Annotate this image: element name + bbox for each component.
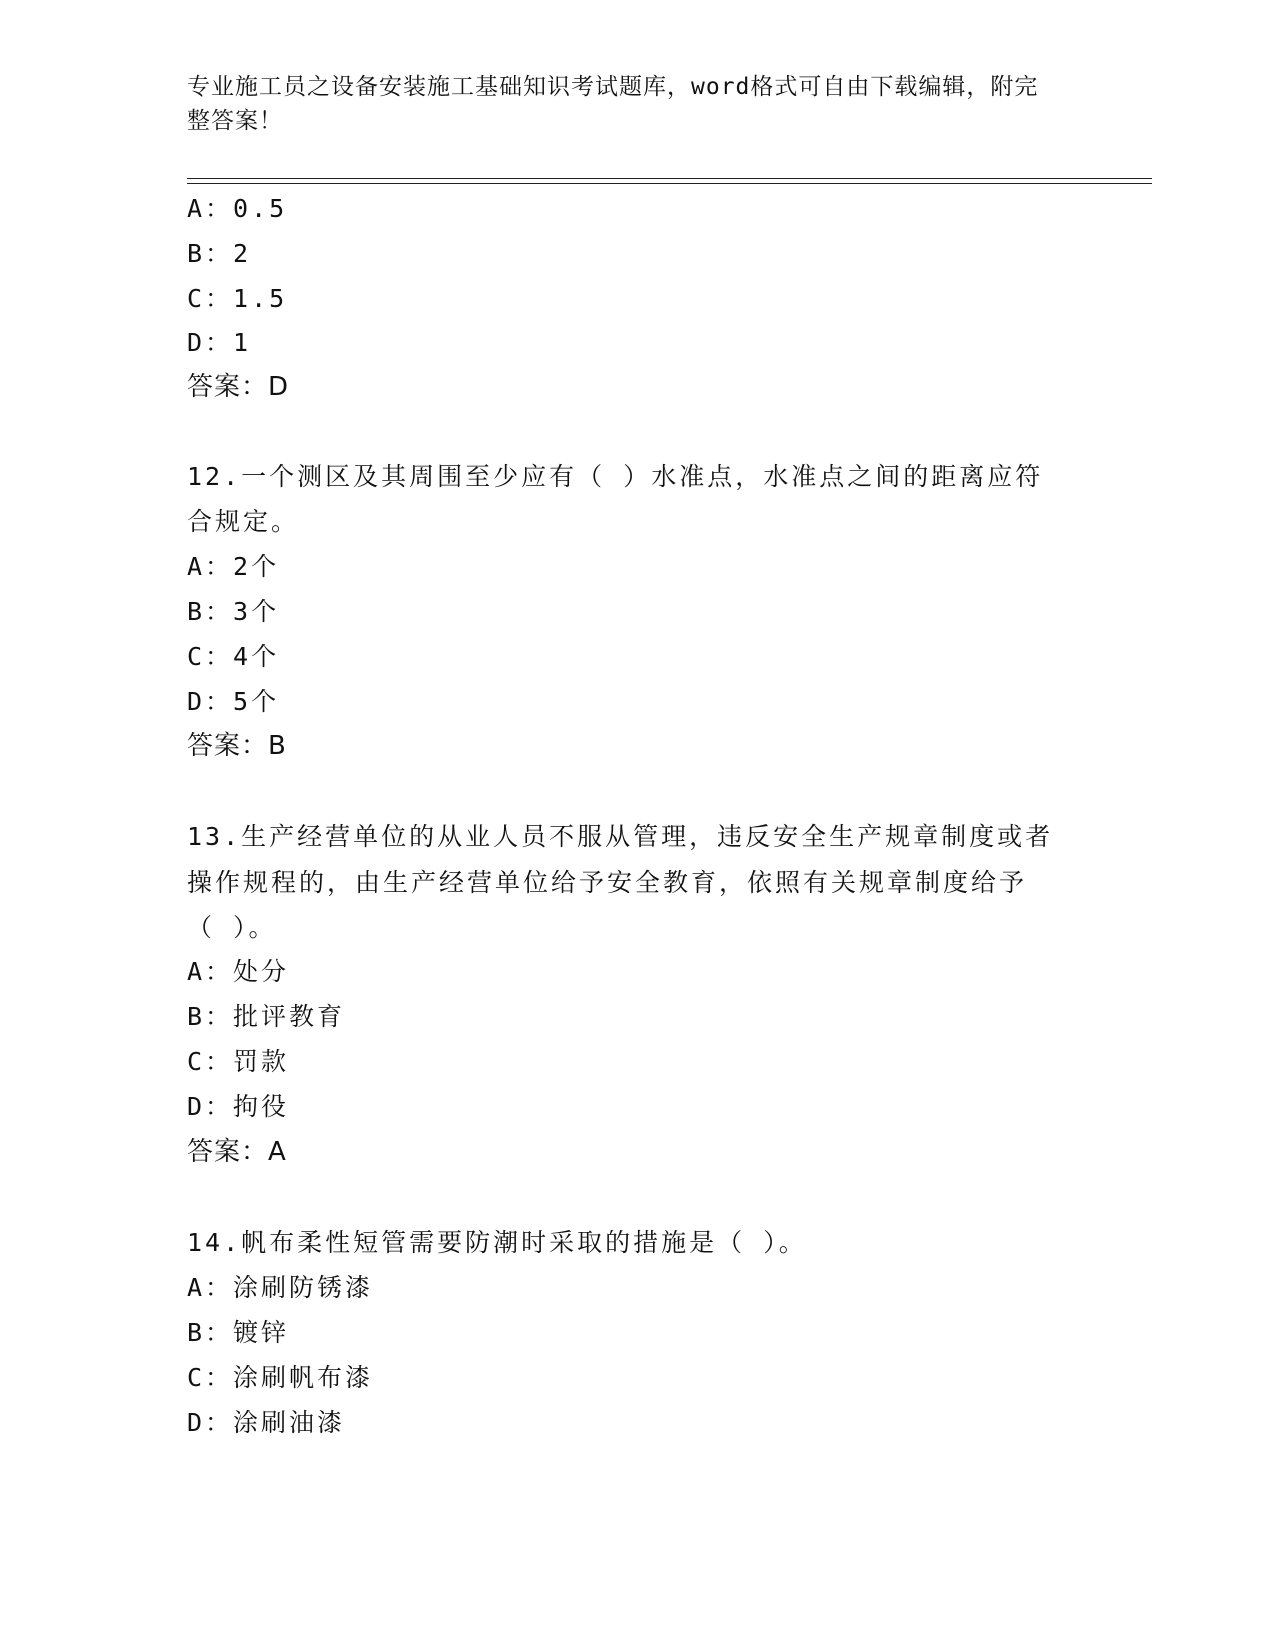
q12-option-d: D：5个 <box>187 687 280 716</box>
q11-option-a: A：0.5 <box>187 194 288 223</box>
header-rule-bottom <box>187 183 1152 184</box>
q13-stem-line-1: 13.生产经营单位的从业人员不服从管理，违反安全生产规章制度或者 <box>187 822 1054 851</box>
header-line-2: 整答案！ <box>187 108 283 134</box>
q14-option-d: D：涂刷油漆 <box>187 1408 346 1437</box>
q12-option-c: C：4个 <box>187 642 280 671</box>
q12-stem-line-2: 合规定。 <box>187 507 300 536</box>
q12-answer: 答案：B <box>187 731 287 761</box>
q13-stem-line-2: 操作规程的，由生产经营单位给予安全教育，依照有关规章制度给予 <box>187 868 1028 897</box>
q11-option-b: B：2 <box>187 239 252 268</box>
q14-option-b: B：镀锌 <box>187 1318 290 1347</box>
q13-option-d: D：拘役 <box>187 1092 290 1121</box>
q13-option-b: B：批评教育 <box>187 1002 346 1031</box>
q13-stem-line-3: （ ）。 <box>187 913 277 942</box>
q14-option-a: A：涂刷防锈漆 <box>187 1273 374 1302</box>
header-rule-top <box>187 178 1152 179</box>
q11-answer: 答案：D <box>187 372 290 402</box>
q13-answer: 答案：A <box>187 1137 287 1167</box>
q13-option-a: A：处分 <box>187 957 290 986</box>
header-line-1: 专业施工员之设备安装施工基础知识考试题库，word格式可自由下载编辑，附完 <box>187 74 1039 100</box>
q12-option-b: B：3个 <box>187 597 280 626</box>
q12-option-a: A：2个 <box>187 552 280 581</box>
q13-option-c: C：罚款 <box>187 1047 290 1076</box>
q11-option-d: D：1 <box>187 328 252 357</box>
q12-stem-line-1: 12.一个测区及其周围至少应有（ ）水准点，水准点之间的距离应符 <box>187 462 1044 491</box>
q11-option-c: C：1.5 <box>187 284 288 313</box>
q14-option-c: C：涂刷帆布漆 <box>187 1363 374 1392</box>
document-header <box>187 70 1087 138</box>
q14-stem-line-1: 14.帆布柔性短管需要防潮时采取的措施是（ ）。 <box>187 1228 807 1257</box>
